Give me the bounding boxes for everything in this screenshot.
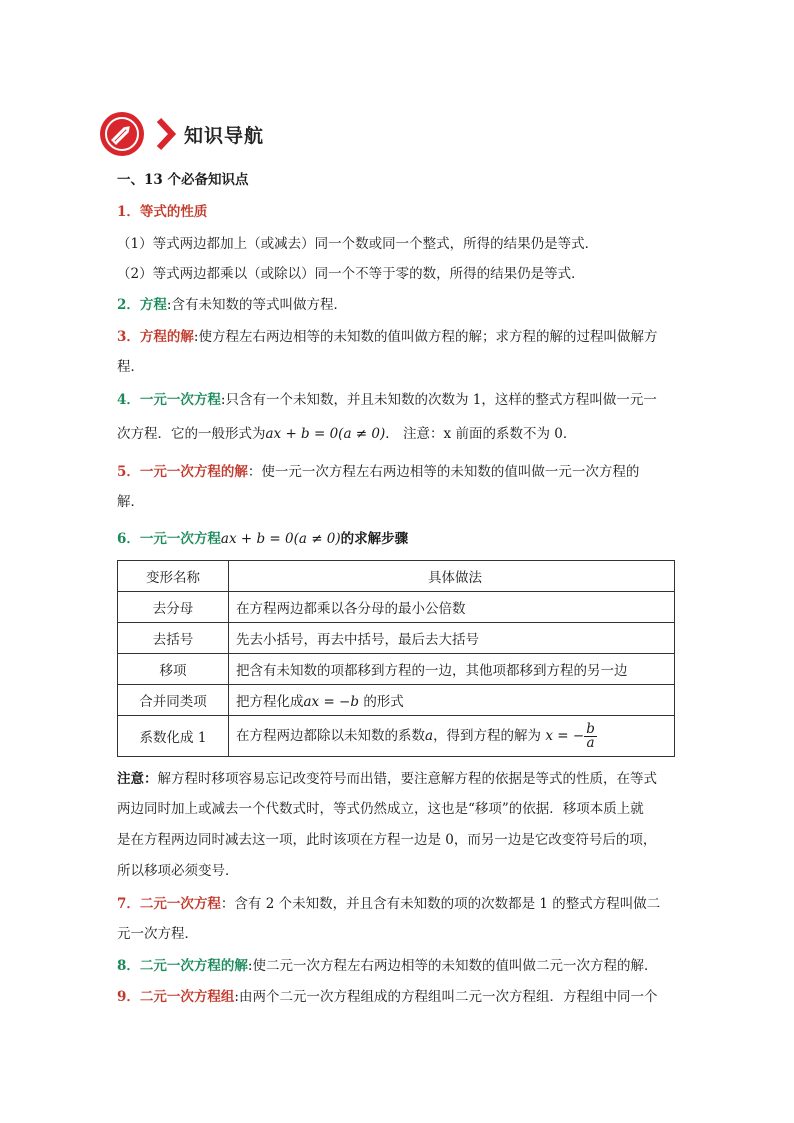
- fraction: $\frac{b}{a}$: [586, 720, 595, 751]
- formula: a: [425, 727, 434, 744]
- table-cell: 去分母: [118, 592, 229, 623]
- solving-steps-table: [117, 560, 675, 757]
- table-row: [118, 654, 675, 685]
- point-1b: （2）等式两边都乘以（或除以）同一个不等于零的数，所得的结果仍是等式．: [117, 266, 585, 282]
- term: 等式的性质: [139, 204, 208, 220]
- table-cell: 在方程两边都除以未知数的系数a，得到方程的解为 x = − $\frac{b}{a}$: [229, 716, 675, 757]
- point-2: 2．方程:含有未知数的等式叫做方程．: [117, 297, 347, 313]
- point-7: 7．二元一次方程：含有 2 个未知数，并且含有未知数的项的次数都是 1 的整式方程叫做二: [117, 896, 661, 912]
- table-cell: 合并同类项: [118, 685, 229, 716]
- note-line-3: 是在方程两边同时减去这一项，此时该项在方程一边是 0，而另一边是它改变符号后的项，: [117, 832, 657, 848]
- table-row: [118, 623, 675, 654]
- section-header: [100, 112, 264, 156]
- table-row: [118, 716, 675, 757]
- table-header: 具体做法: [229, 561, 675, 592]
- formula: ax + b = 0(a ≠ 0): [265, 426, 386, 442]
- formula: ax = −b: [303, 694, 360, 710]
- point-3: 3．方程的解:使方程左右两边相等的未知数的值叫做方程的解；求方程的解的过程叫做解方: [117, 329, 658, 345]
- formula: x = −: [545, 727, 585, 744]
- table-header-row: [118, 561, 675, 592]
- point-4-cont: 次方程．它的一般形式为ax + b = 0(a ≠ 0)． 注意：x 前面的系数不为 0．: [117, 426, 577, 442]
- note-line-2: 两边同时加上或减去一个代数式时，等式仍然成立，这也是“移项”的依据．移项本质上就: [117, 801, 644, 817]
- point-9: 9．二元一次方程组:由两个二元一次方程组成的方程组叫二元一次方程组．方程组中同一个: [117, 989, 658, 1005]
- point-6: 6．一元一次方程ax + b = 0(a ≠ 0)的求解步骤: [117, 531, 409, 547]
- table-cell: 去括号: [118, 623, 229, 654]
- pencil-icon: [100, 112, 144, 156]
- point-5-cont: 解．: [117, 494, 144, 510]
- table-row: [118, 592, 675, 623]
- table-cell: 移项: [118, 654, 229, 685]
- table-cell: 系数化成 1: [118, 716, 229, 757]
- note-line-4: 所以移项必须变号．: [117, 863, 239, 879]
- point-1a: （1）等式两边都加上（或减去）同一个数或同一个整式，所得的结果仍是等式．: [117, 236, 599, 252]
- point-8: 8．二元一次方程的解:使二元一次方程左右两边相等的未知数的值叫做二元一次方程的解．: [117, 958, 658, 974]
- section-title: 一、13 个必备知识点: [117, 172, 249, 188]
- table-cell: 先去小括号，再去中括号，最后去大括号: [229, 623, 675, 654]
- table-cell: 把含有未知数的项都移到方程的一边，其他项都移到方程的另一边: [229, 654, 675, 685]
- table-cell: 在方程两边都乘以各分母的最小公倍数: [229, 592, 675, 623]
- point-4: 4．一元一次方程:只含有一个未知数，并且未知数的次数为 1，这样的整式方程叫做一元一: [117, 392, 657, 408]
- formula: ax + b = 0(a ≠ 0): [220, 531, 341, 547]
- table-header: 变形名称: [118, 561, 229, 592]
- table-cell: 把方程化成ax = −b 的形式: [229, 685, 675, 716]
- point-1: 1．等式的性质: [117, 204, 208, 220]
- note-line-1: 注意：解方程时移项容易忘记改变符号而出错，要注意解方程的依据是等式的性质，在等式: [117, 771, 657, 787]
- header-title: 知识导航: [184, 124, 265, 147]
- point-5: 5．一元一次方程的解：使一元一次方程左右两边相等的未知数的值叫做一元一次方程的: [117, 464, 640, 480]
- chevron-right-icon: [156, 117, 176, 151]
- table-row: [118, 685, 675, 716]
- note-label: 注意：: [117, 771, 158, 787]
- point-3-cont: 程．: [117, 359, 144, 375]
- point-7-cont: 元一次方程．: [117, 926, 198, 942]
- pencil-badge: [100, 112, 144, 156]
